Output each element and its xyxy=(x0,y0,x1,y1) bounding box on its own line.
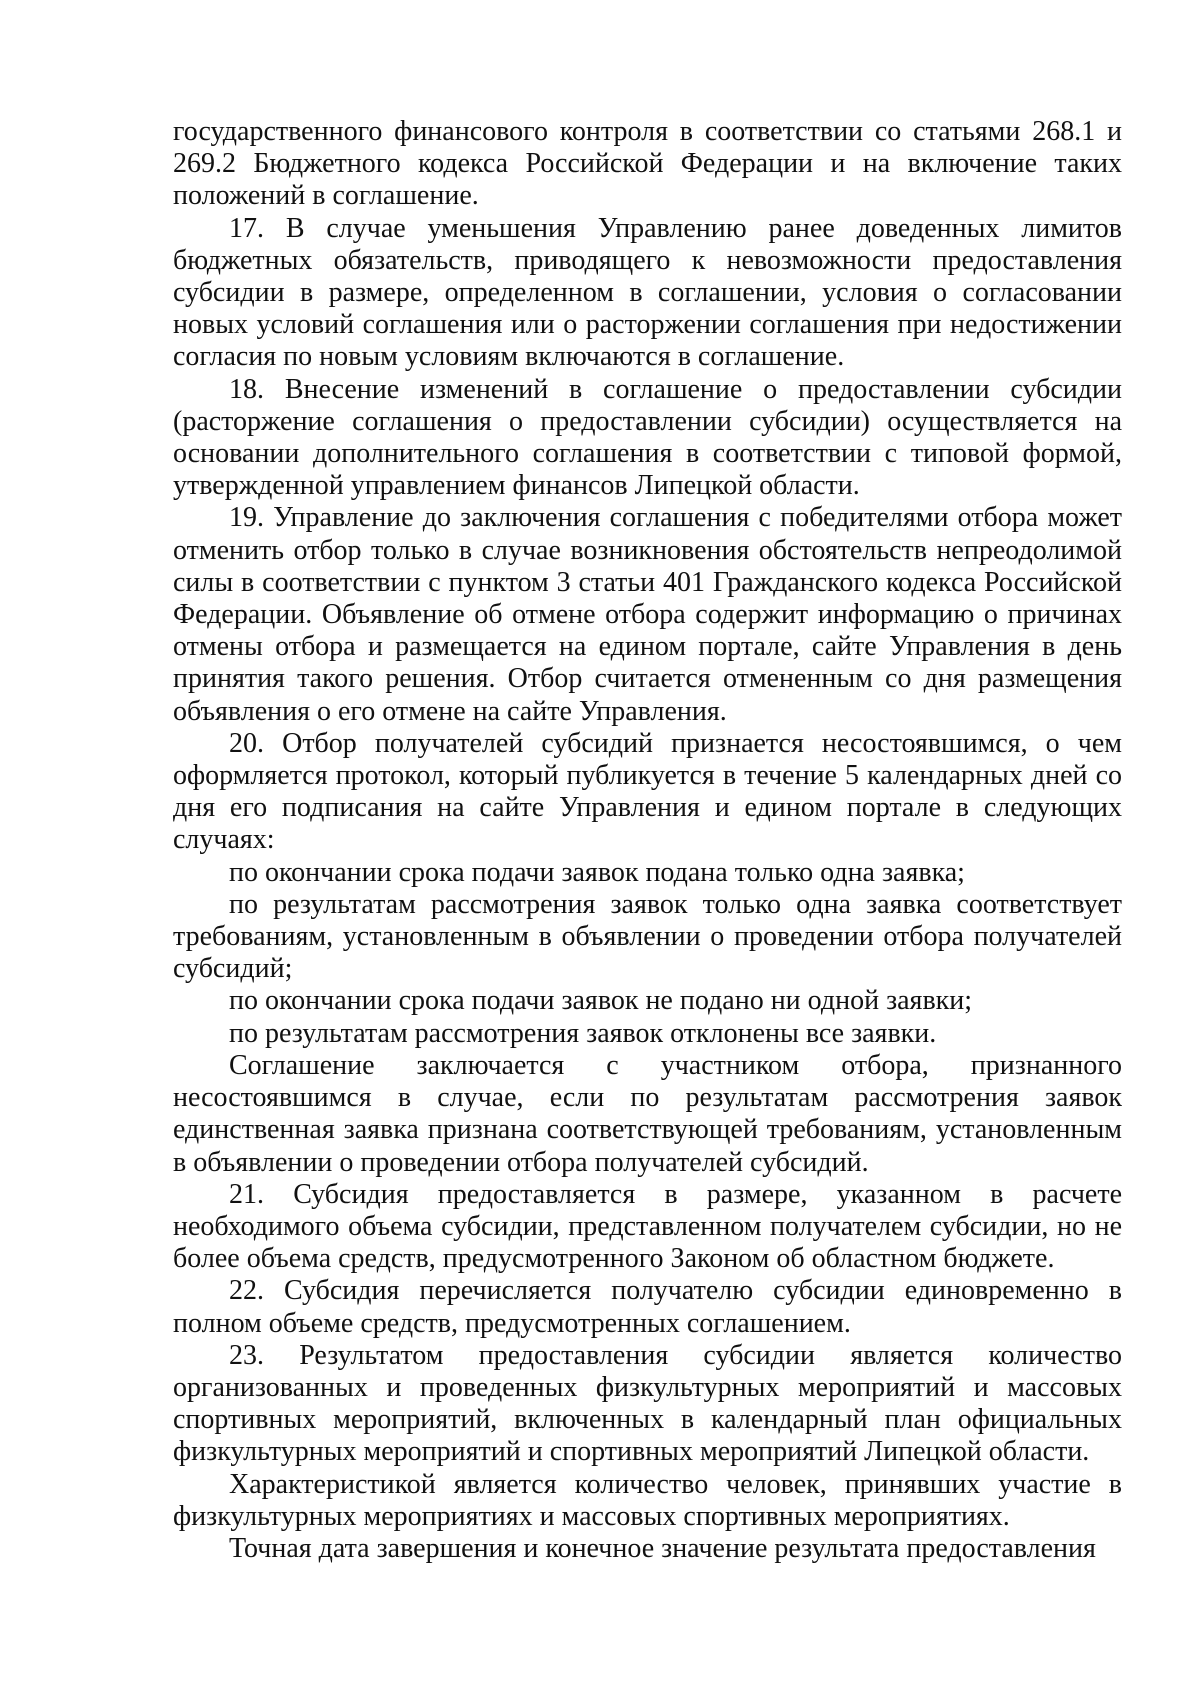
paragraph-22: 22. Субсидия перечисляется получателю субсидии единовременно в полном объеме средств, предусмотренных соглашением. xyxy=(173,1275,1122,1339)
paragraph-18: 18. Внесение изменений в соглашение о предоставлении субсидии (расторжение соглашения о предоставлении субсидии) осуществляется на основании дополнительного соглашения в соответствии с типовой формой, утвержденной управлением финансов Липецкой области. xyxy=(173,373,1122,502)
paragraph-continuation: государственного финансового контроля в соответствии со статьями 268.1 и 269.2 Бюджетного кодекса Российской Федерации и на включение таких положений в соглашение. xyxy=(173,116,1122,212)
paragraph-20-case-3: по окончании срока подачи заявок не подано ни одной заявки; xyxy=(229,985,973,1017)
paragraph-19: 19. Управление до заключения соглашения с победителями отбора может отменить отбор только в случае возникновения обстоятельств непреодолимой силы в соответствии с пунктом 3 статьи 401 Гражданского кодекса Российской Федерации. Объявление об отмене отбора содержит информацию о причинах отмены отбора и размещается на едином портале, сайте Управления в день принятия такого решения. Отбор считается отмененным со дня размещения объявления о его отмене на сайте Управления. xyxy=(173,502,1122,727)
document-page xyxy=(173,116,1122,1565)
paragraph-20-case-4: по результатам рассмотрения заявок отклонены все заявки. xyxy=(229,1017,937,1049)
paragraph-23: 23. Результатом предоставления субсидии является количество организованных и проведенных физкультурных мероприятий и массовых спортивных мероприятий, включенных в календарный план официальных физкультурных мероприятий и спортивных мероприятий Липецкой области. xyxy=(173,1339,1122,1468)
paragraph-20-case-1: по окончании срока подачи заявок подана только одна заявка; xyxy=(229,856,965,888)
paragraph-17: 17. В случае уменьшения Управлению ранее доведенных лимитов бюджетных обязательств, приводящего к невозможности предоставления субсидии в размере, определенном в соглашении, условия о согласовании новых условий соглашения или о расторжении соглашения при недостижении согласия по новым условиям включаются в соглашение. xyxy=(173,212,1122,373)
paragraph-20-case-2: по результатам рассмотрения заявок только одна заявка соответствует требованиям, установленным в объявлении о проведении отбора получателей субсидий; xyxy=(173,888,1122,985)
paragraph-23-final-date: Точная дата завершения и конечное значение результата предоставления xyxy=(229,1532,1096,1564)
paragraph-20: 20. Отбор получателей субсидий признается несостоявшимся, о чем оформляется протокол, который публикуется в течение 5 календарных дней со дня его подписания на сайте Управления и едином портале в следующих случаях: xyxy=(173,727,1122,856)
paragraph-21: 21. Субсидия предоставляется в размере, указанном в расчете необходимого объема субсидии, представленном получателем субсидии, но не более объема средств, предусмотренного Законом об областном бюджете. xyxy=(173,1178,1122,1275)
paragraph-20-agreement: Соглашение заключается с участником отбора, признанного несостоявшимся в случае, если по результатам рассмотрения заявок единственная заявка признана соответствующей требованиям, установленным в объявлении о проведении отбора получателей субсидий. xyxy=(173,1049,1122,1178)
paragraph-23-characteristic: Характеристикой является количество человек, принявших участие в физкультурных мероприятиях и массовых спортивных мероприятиях. xyxy=(173,1468,1122,1532)
